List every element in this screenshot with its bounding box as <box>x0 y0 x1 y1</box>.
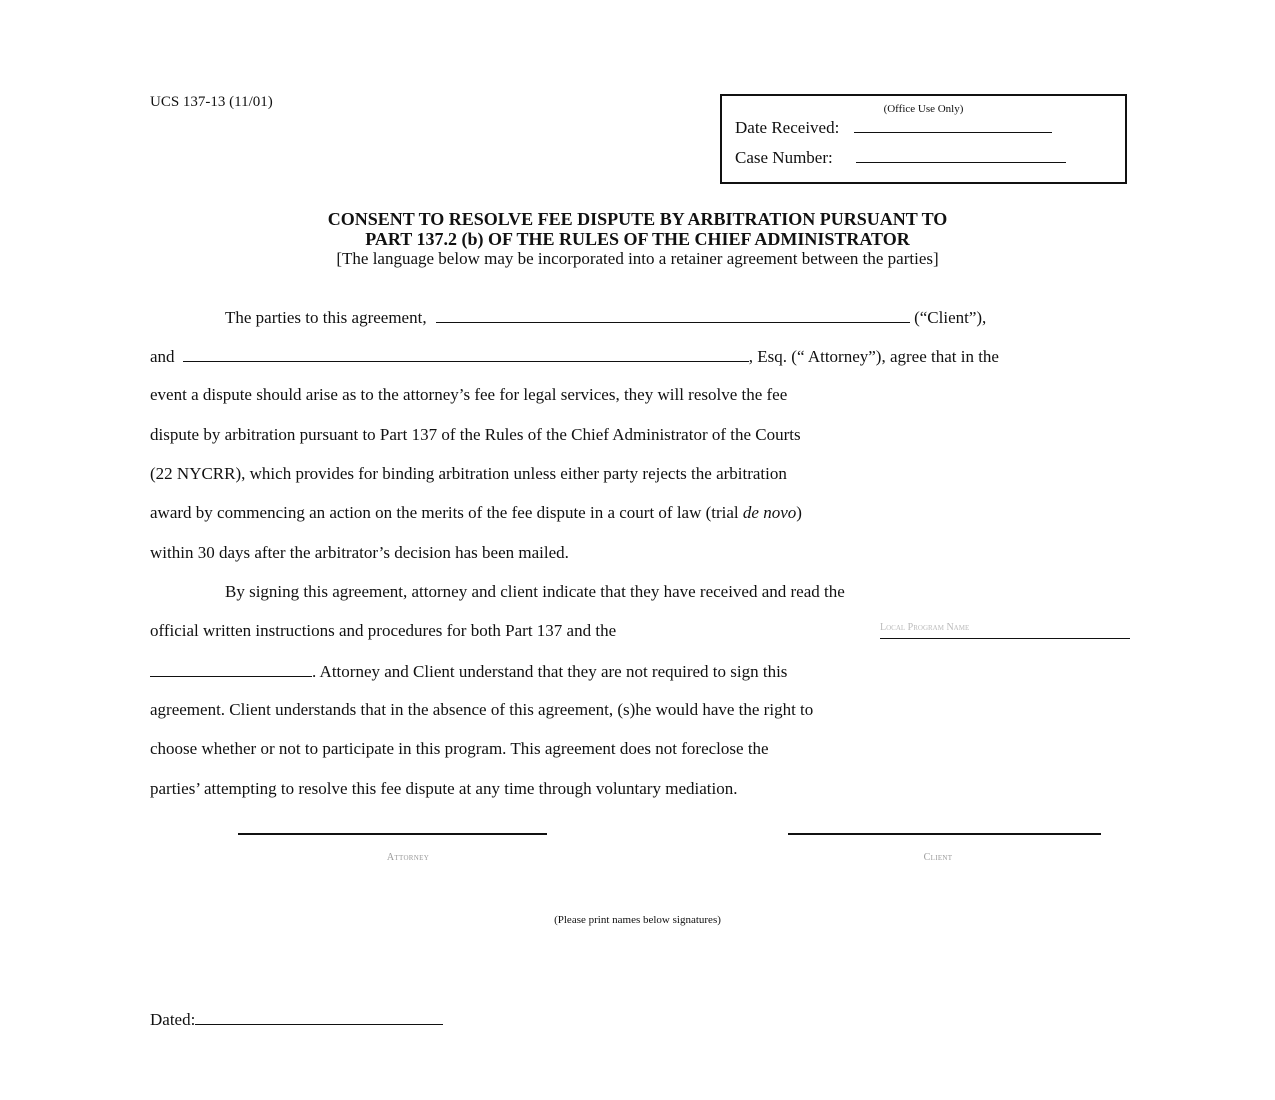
local-program-name-continuation[interactable] <box>150 661 312 677</box>
body-line-4: dispute by arbitration pursuant to Part 137 of the Rules of the Chief Administrator of the Courts <box>150 425 801 444</box>
local-program-name-hint: Local Program Name <box>880 622 970 633</box>
body-line-7: within 30 days after the arbitrator’s decision has been mailed. <box>150 543 569 562</box>
dated-label: Dated: <box>150 1010 196 1029</box>
attorney-signature-label: Attorney <box>386 852 430 863</box>
body-p2-line-4: agreement. Client understands that in the absence of this agreement, (s)he would have the right to <box>150 700 814 719</box>
document-title-line-1: CONSENT TO RESOLVE FEE DISPUTE BY ARBITRATION PURSUANT TO <box>327 209 948 229</box>
office-use-title: (Office Use Only) <box>883 103 964 115</box>
document-title-line-2: PART 137.2 (b) OF THE RULES OF THE CHIEF ADMINISTRATOR <box>365 229 910 249</box>
date-received-label: Date Received: <box>735 118 840 137</box>
body-p2-line-2: official written instructions and procedures for both Part 137 and the <box>150 621 617 640</box>
form-id: UCS 137-13 (11/01) <box>150 94 273 110</box>
client-name-field[interactable] <box>436 307 910 323</box>
attorney-name-field[interactable] <box>183 346 749 362</box>
local-program-name-field[interactable] <box>880 618 1130 639</box>
body-line-1: The parties to this agreement, (“Client”), <box>225 308 987 327</box>
date-received-field[interactable] <box>854 118 1052 133</box>
signature-note: (Please print names below signatures) <box>554 914 721 926</box>
body-line-6: award by commencing an action on the merits of the fee dispute in a court of law (trial de novo) <box>150 503 802 522</box>
date-received-row <box>735 118 1052 138</box>
client-signature-line[interactable] <box>788 833 1101 835</box>
body-p2-line-6: parties’ attempting to resolve this fee dispute at any time through voluntary mediation. <box>150 779 738 798</box>
attorney-signature-line[interactable] <box>238 833 547 835</box>
body-line-3: event a dispute should arise as to the attorney’s fee for legal services, they will resolve the fee <box>150 385 788 404</box>
dated-row <box>150 1009 1130 1030</box>
office-use-box <box>720 94 1127 184</box>
client-signature-label: Client <box>923 852 953 863</box>
case-number-field[interactable] <box>856 148 1066 163</box>
body-p2-line-1: By signing this agreement, attorney and client indicate that they have received and read the <box>225 582 845 601</box>
document-subtitle: [The language below may be incorporated into a retainer agreement between the parties] <box>336 249 939 268</box>
case-number-label: Case Number: <box>735 148 833 167</box>
body-p2-line-5: choose whether or not to participate in this program. This agreement does not foreclose the <box>150 739 769 758</box>
body-p2-line-3: . Attorney and Client understand that they are not required to sign this <box>150 661 1130 682</box>
case-number-row <box>735 148 1066 168</box>
body-line-2: and , Esq. (“ Attorney”), agree that in the <box>150 347 999 366</box>
body-line-5: (22 NYCRR), which provides for binding arbitration unless either party rejects the arbitration <box>150 464 787 483</box>
dated-field[interactable] <box>195 1009 443 1025</box>
